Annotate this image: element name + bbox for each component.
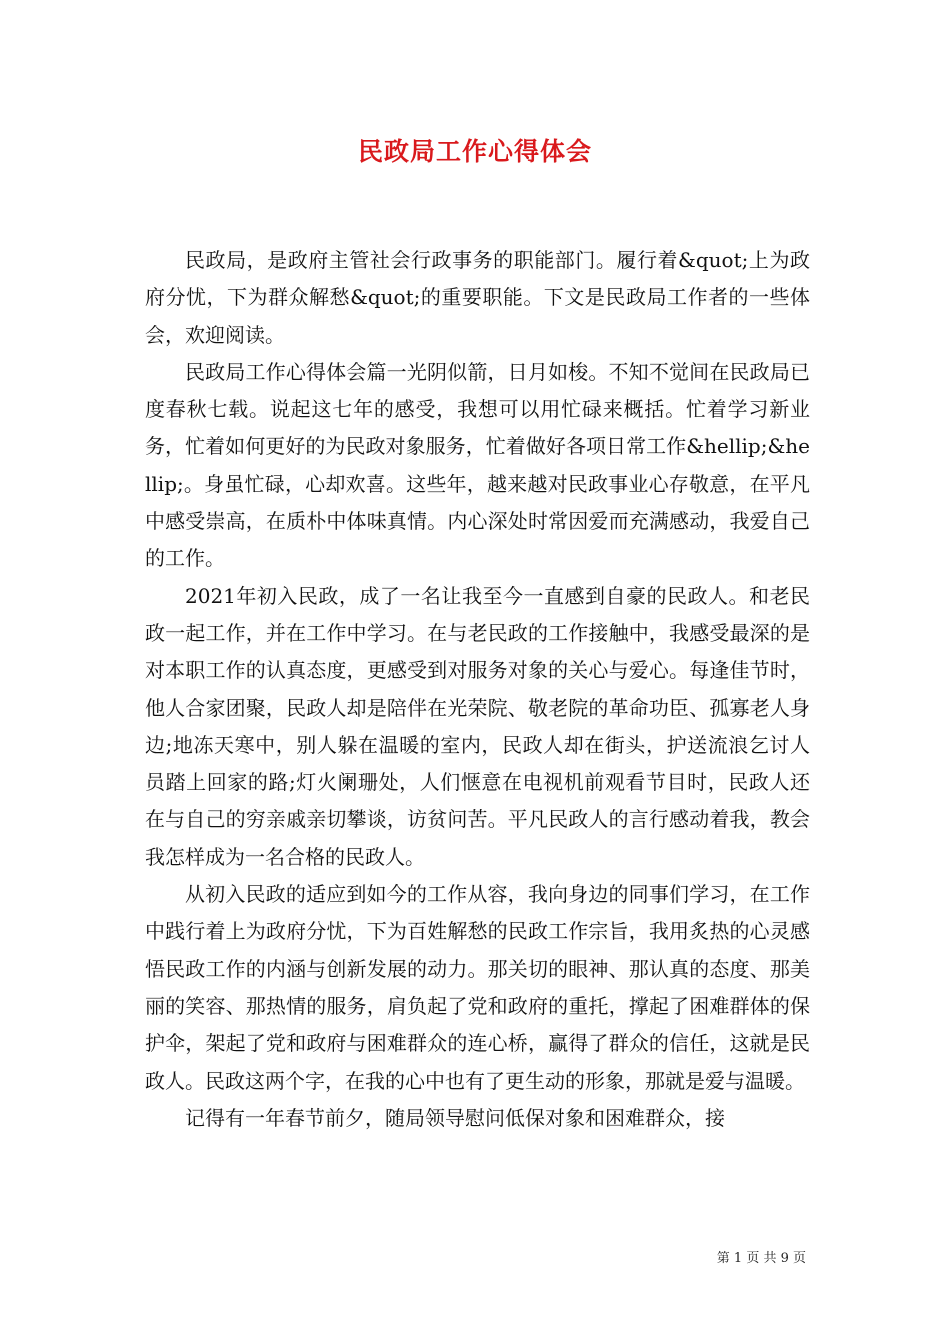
- paragraph-2: 2021年初入民政，成了一名让我至今一直感到自豪的民政人。和老民政一起工作，并在工作中学习。在与老民政的工作接触中，我感受最深的是对本职工作的认真态度，更感受到对服务对象的关心与爱心。每逢佳节时，他人合家团聚，民政人却是陪伴在光荣院、敬老院的革命功臣、孤寡老人身边;地冻天寒中，别人躲在温暖的室内，民政人却在街头，护送流浪乞讨人员踏上回家的路;灯火阑珊处，人们惬意在电视机前观看节目时，民政人还在与自己的穷亲戚亲切攀谈，访贫问苦。平凡民政人的言行感动着我，教会我怎样成为一名合格的民政人。: [145, 583, 810, 869]
- paragraph-3: 从初入民政的适应到如今的工作从容，我向身边的同事们学习，在工作中践行着上为政府分忧，下为百姓解愁的民政工作宗旨，我用炙热的心灵感悟民政工作的内涵与创新发展的动力。那关切的眼神、那认真的态度、那美丽的笑容、那热情的服务，肩负起了党和政府的重托，撑起了困难群体的保护伞，架起了党和政府与困难群众的连心桥，赢得了群众的信任，这就是民政人。民政这两个字，在我的心中也有了更生动的形象，那就是爱与温暖。: [145, 882, 810, 1093]
- document-body: [145, 242, 810, 1137]
- paragraph-4: 记得有一年春节前夕，随局领导慰问低保对象和困难群众，接: [185, 1105, 725, 1130]
- paragraph-1: 民政局工作心得体会篇一光阴似箭，日月如梭。不知不觉间在民政局已度春秋七载。说起这七年的感受，我想可以用忙碌来概括。忙着学习新业务，忙着如何更好的为民政对象服务，忙着做好各项日常工作&hellip;&hellip;。身虽忙碌，心却欢喜。这些年，越来越对民政事业心存敬意，在平凡中感受崇高，在质朴中体味真情。内心深处时常因爱而充满感动，我爱自己的工作。: [145, 359, 810, 571]
- page-title: 民政局工作心得体会: [357, 137, 592, 166]
- paragraph-intro: 民政局，是政府主管社会行政事务的职能部门。履行着&quot;上为政府分忧，下为群众解愁&quot;的重要职能。下文是民政局工作者的一些体会，欢迎阅读。: [145, 248, 810, 347]
- page-number-footer: 第 1 页 共 9 页: [716, 1251, 806, 1266]
